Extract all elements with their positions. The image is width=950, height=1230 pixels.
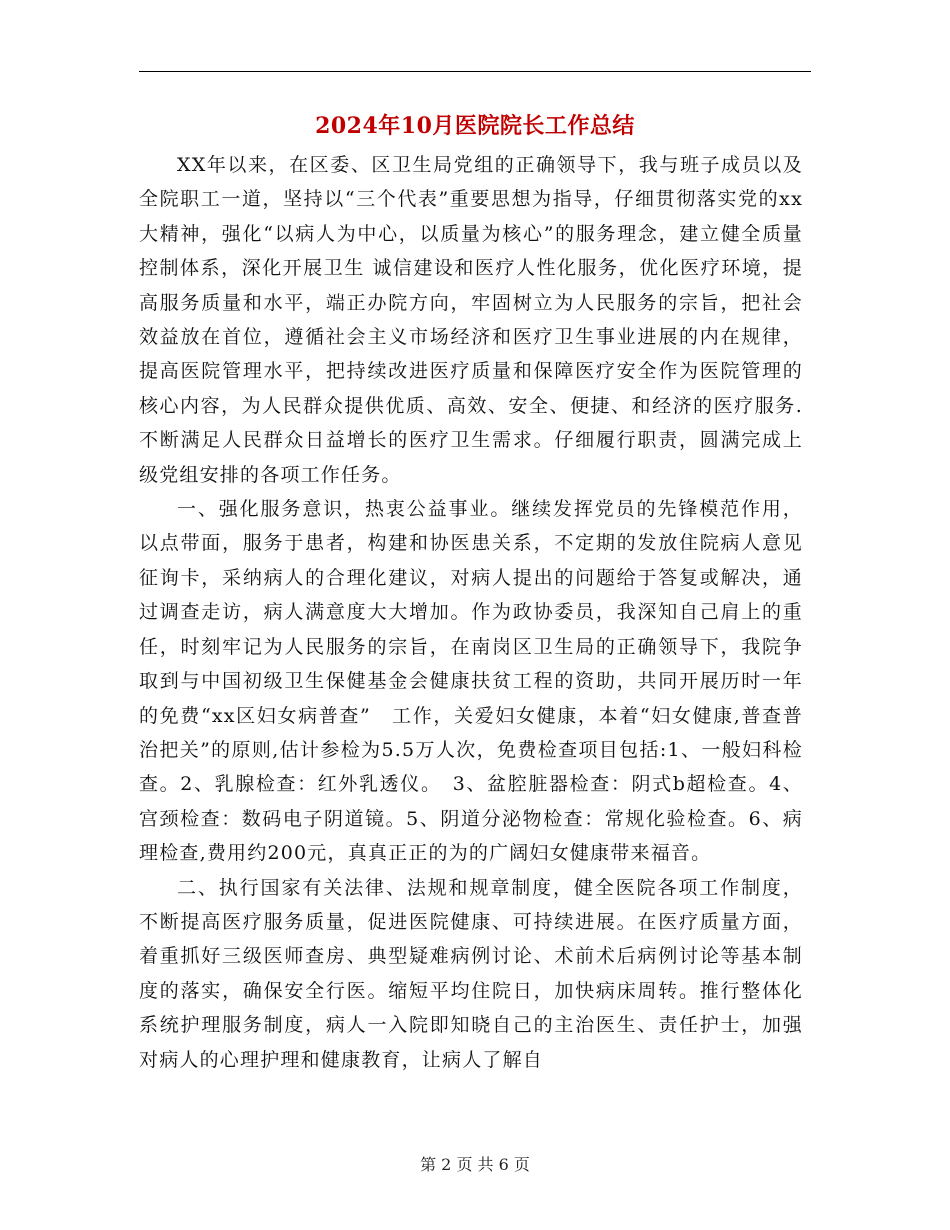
document-title: 2024年10月医院院长工作总结 [315,113,635,139]
page-footer: 第 2 页 共 6 页 [420,1155,530,1174]
paragraph-intro: XX年以来，在区委、区卫生局党组的正确领导下，我与班子成员以及全院职工一道，坚持以“三个代表”重要思想为指导，仔细贯彻落实党的xx大精神，强化“以病人为中心，以质量为核心”的服务理念，建立健全质量控制体系，深化开展卫生 诚信建设和医疗人性化服务，优化医疗环境，提高服务质量和水平，端正办院方向，牢固树立为人民服务的宗旨，把社会效益放在首位，遵循社会主义市场经济和医疗卫生事业进展的内在规律，提高医院管理水平，把持续改进医疗质量和保障医疗安全作为医院管理的核心内容，为人民群众提供优质、高效、安全、便捷、和经济的医疗服务.不断满足人民群众日益增长的医疗卫生需求。仔细履行职责，圆满完成上级党组安排的各项工作任务。 [139,154,803,486]
header-rule [139,71,811,72]
paragraph-section-2: 二、执行国家有关法律、法规和规章制度，健全医院各项工作制度，不断提高医疗服务质量，促进医院健康、可持续进展。在医疗质量方面，着重抓好三级医师查房、典型疑难病例讨论、术前术后病例讨论等基本制度的落实，确保安全行医。缩短平均住院日，加快病床周转。推行整体化系统护理服务制度，病人一入院即知晓自己的主治医生、责任护士，加强对病人的心理护理和健康教育，让病人了解自 [139,876,803,1071]
paragraph-section-1: 一、强化服务意识，热衷公益事业。继续发挥党员的先锋模范作用，以点带面，服务于患者，构建和协医患关系，不定期的发放住院病人意见征询卡，采纳病人的合理化建议，对病人提出的问题给于答复或解决，通过调查走访，病人满意度大大增加。作为政协委员，我深知自己肩上的重任，时刻牢记为人民服务的宗旨，在南岗区卫生局的正确领导下，我院争取到与中国初级卫生保健基金会健康扶贫工程的资助，共同开展历时一年的免费“xx区妇女病普查” 工作，关爱妇女健康，本着“妇女健康,普查普治把关”的原则,估计参检为5.5万人次，免费检查项目包括:1、一般妇科检查。2、乳腺检查：红外乳透仪。 3、盆腔脏器检查：阴式b超检查。4、宫颈检查：数码电子阴道镜。5、阴道分泌物检查：常规化验检查。6、病理检查,费用约200元，真真正正的为的广阔妇女健康带来福音。 [139,498,803,865]
document-body [139,148,803,1077]
